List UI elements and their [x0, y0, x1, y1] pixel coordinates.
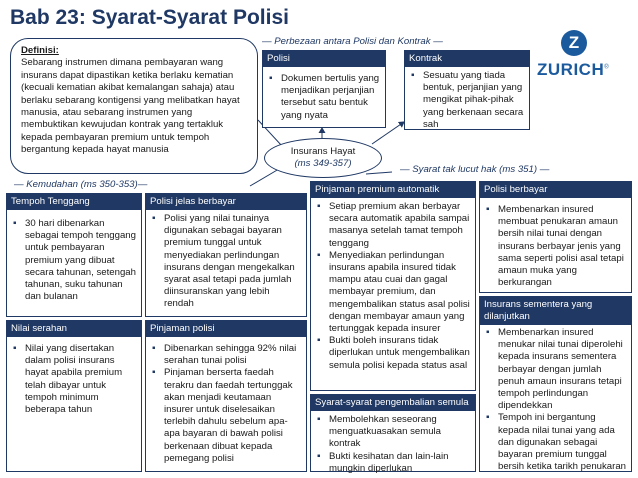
nilai-serahan-box [6, 320, 142, 472]
pinjaman-polisi-header: Pinjaman polisi [146, 321, 306, 337]
list-item: ▪ Tempoh ini bergantung kepada nilai tunai yang ada dan digunakan sebagai bayaran premium tunggal bersih ketika tarikh penukaran [484, 412, 627, 473]
tempoh-tenggang-header: Tempoh Tenggang [7, 194, 141, 210]
zurich-logo-word: ZURICH [537, 60, 605, 79]
kontrak-box [404, 50, 530, 130]
kontrak-header: Kontrak [405, 51, 529, 67]
center-line1: Insurans Hayat [290, 146, 356, 157]
tempoh-tenggang-box [6, 193, 142, 317]
list-item: ▪ Polisi yang nilai tunainya digunakan sebagai bayaran premium tunggal untuk menyediakan perlindungan insurans dengan mengekalkan syarat asal tetapi pada jumlah diinsuranskan yang lebih rendah [150, 213, 302, 311]
zurich-logo-icon: Z [561, 30, 587, 56]
polisi-berbayar-box [479, 181, 632, 293]
list-item: ▪ Nilai yang disertakan dalam polisi insurans hayat apabila premium telah dibayar untuk tempoh minimum beberapa tahun [11, 343, 137, 416]
page-title: Bab 23: Syarat-Syarat Polisi [10, 6, 289, 29]
registered-mark: ® [604, 64, 610, 71]
polisi-berbayar-header: Polisi berbayar [480, 182, 631, 198]
list-item: ▪ Bukti boleh insurans tidak diperlukan untuk mengembalikan semula polisi kepada status asal [315, 335, 471, 372]
kontrak-text: ▪ Sesuatu yang tiada bentuk, perjanjian yang mengikat pihak-pihak yang berkenaan secara sah [409, 70, 525, 131]
list-item: ▪ Pinjaman berserta faedah terakru dan faedah tertunggak akan menjadi keutamaan insurer untuk diselesaikan terlebih dahulu sebelum apa-apa bayaran di bawah polisi berkenaan dibuat kepada pemegang polisi [150, 367, 302, 465]
label-perbezaan: — Perbezaan antara Polisi dan Kontrak — [262, 36, 443, 47]
center-line2: (ms 349-357) [294, 158, 352, 169]
definition-text: Sebarang instrumen dimana pembayaran wang insurans dapat dipastikan ketika berlaku kematian (kecuali kematian akibat kemalangan sahaja) atau berlaku sebarang kontigensi yang melibatkan hayat manusia, atau sebarang instrumen yang membuktikan kewujudan kontrak yang tertakluk kepada pembayaran premium untuk tempoh bergantung kepada hayat manusia [21, 57, 240, 156]
list-item: ▪ Membenarkan insured menukar nilai tunai diperolehi kepada insurans sementera berbayar dengan jumlah penuh amaun insurans tetapi tempoh perlindungan dipendekkan [484, 327, 627, 412]
polisi-jelas-header: Polisi jelas berbayar [146, 194, 306, 210]
pinjaman-polisi-box [145, 320, 307, 472]
nilai-serahan-header: Nilai serahan [7, 321, 141, 337]
pinjaman-premium-header: Pinjaman premium automatik [311, 182, 475, 198]
insurans-sementera-box [479, 296, 632, 472]
label-kemudahan: — Kemudahan (ms 350-353)— [14, 179, 148, 190]
line-to-syarat [366, 172, 392, 174]
polisi-box [262, 50, 386, 128]
polisi-text: ▪ Dokumen bertulis yang menjadikan perjanjian tersebut satu bentuk yang nyata [267, 73, 381, 122]
list-item: ▪ Membolehkan seseorang menguatkuasakan semula kontrak [315, 414, 471, 451]
label-syarat-tak-lucut: — Syarat tak lucut hak (ms 351) — [400, 164, 550, 175]
polisi-header: Polisi [263, 51, 385, 67]
definition-heading: Definisi: [21, 45, 59, 56]
pinjaman-premium-box [310, 181, 476, 391]
syarat-pengembalian-header: Syarat-syarat pengembalian semula [311, 395, 475, 411]
list-item: ▪ Membenarkan insured membuat penukaran amaun bersih nilai tunai dengan insurans berbayar jenis yang sama seperti polisi asal tetapi amaun muka yang berkurangan [484, 204, 627, 289]
list-item: ▪ 30 hari dibenarkan sebagai tempoh tenggang untuk pembayaran premium yang dibuat secara tahunan, setengah tahunan, suku tahunan dan bulanan [11, 218, 137, 303]
list-item: ▪ Setiap premium akan berbayar secara automatik apabila sampai masanya setelah tamat tempoh tenggang [315, 201, 471, 250]
insurans-sementera-header: Insurans sementera yang dilanjutkan [480, 297, 631, 325]
polisi-jelas-box [145, 193, 307, 317]
list-item: ▪ Dibenarkan sehingga 92% nilai serahan tunai polisi [150, 343, 302, 367]
insurans-hayat-node [264, 138, 382, 178]
list-item: ▪ Bukti kesihatan dan lain-lain mungkin diperlukan [315, 451, 471, 475]
list-item: ▪ Menyediakan perlindungan insurans apabila insured tidak mampu atau cuai dan gagal membayar premium, dan mengembalikan status asal polisi dengan membayar amaun yang tertunggak kepada insurer [315, 250, 471, 335]
syarat-pengembalian-box [310, 394, 476, 472]
